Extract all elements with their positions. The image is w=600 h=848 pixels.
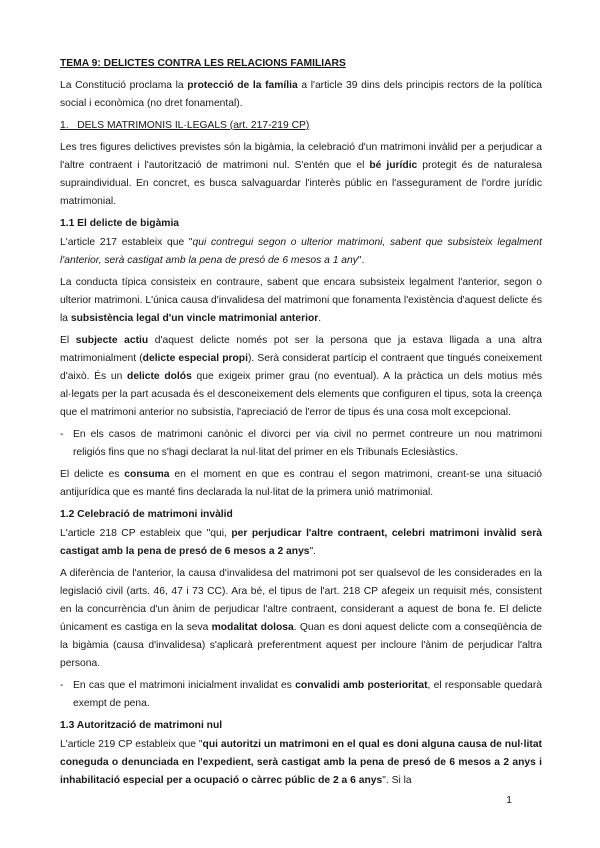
- section-1-heading: 1. DELS MATRIMONIS IL·LEGALS (art. 217-219 CP): [60, 120, 310, 131]
- subsection-1-2-heading: 1.2 Celebració de matrimoni invàlid: [60, 509, 233, 520]
- bullet-dash: -: [60, 680, 64, 691]
- bullet-dash: -: [60, 429, 64, 440]
- bullet-matrimoni-canonic: - En els casos de matrimoni canònic el divorci per via civil no permet contreure un nou matrimoni religiós fins que no s'hagi declarat la nul·litat del primer en els Tribunals Eclesiàstics.: [60, 426, 542, 462]
- intro-paragraph: La Constitució proclama la protecció de la família a l'article 39 dins dels principis rectors de la política social i econòmica (no dret fonamental).: [60, 80, 542, 109]
- paragraph-consumacio: El delicte es consuma en el moment en que es contrau el segon matrimoni, creant-se una situació antijurídica que es manté fins declarada la nul·litat de la primera unió matrimonial.: [60, 469, 542, 498]
- paragraph-article-218: L'article 218 CP estableix que "qui, per perjudicar l'altre contraent, celebri matrimoni invàlid serà castigat amb la pena de presó de 6 mesos a 2 anys".: [60, 528, 542, 557]
- subsection-1-3-heading: 1.3 Autorització de matrimoni nul: [60, 720, 223, 731]
- bullet-convalidacio: - En cas que el matrimoni inicialment invalidat es convalidi amb posterioritat, el responsable quedarà exempt de pena.: [60, 677, 542, 713]
- paragraph-figures: Les tres figures delictives previstes són la bigàmia, la celebració d'un matrimoni invàlid per a perjudicar a l'altre contraent i l'autorització de matrimoni nul. S'entén que el bé jurídic protegit és de naturalesa supraindividual. En concret, es busca salvaguardar l'interès públic en l'assegurament de l'ordre jurídic matrimonial.: [60, 142, 542, 207]
- paragraph-subjecte-actiu: El subjecte actiu d'aquest delicte només pot ser la persona que ja estava lligada a una altra matrimonialment (delicte especial propi). Serà considerat partícip el contraent que tingués coneixement d'això. És un delicte dolós que exigeix primer grau (no eventual). A la pràctica un dels motius més al·legats per la part acusada és el desconeixement dels elements que configuren el tipus, sota la creença que el matrimoni anterior no subsistia, l'apreciació de l'error de tipus és una cosa molt excepcional.: [60, 335, 542, 418]
- document-title: TEMA 9: DELICTES CONTRA LES RELACIONS FAMILIARS: [60, 58, 346, 69]
- paragraph-article-217: L'article 217 estableix que "qui contregui segon o ulterior matrimoni, sabent que subsisteix legalment l'anterior, serà castigat amb la pena de presó de 6 mesos a 1 any".: [60, 237, 542, 266]
- paragraph-diferencia: A diferència de l'anterior, la causa d'invalidesa del matrimoni pot ser qualsevol de les considerades en la legislació civil (arts. 46, 47 i 73 CC). Ara bé, el tipus de l'art. 218 CP afegeix un requisit més, consistent en la concurrència d'un ànim de perjudicar l'altre contraent, considerant a aquest de bona fe. El delicte únicament es castiga en la seva modalitat dolosa. Quan es doni aquest delicte com a conseqüència de la bigàmia (causa d'invalidesa) s'aplicarà preferentment aquest per incloure l'ànim de perjudicar l'altra persona.: [60, 568, 543, 669]
- paragraph-conducta-tipica: La conducta típica consisteix en contraure, sabent que encara subsisteix legalment l'anterior, segon o ulterior matrimoni. L'única causa d'invalidesa del matrimoni que fonamenta l'existència d'aquest delicte és la subsistència legal d'un vincle matrimonial anterior.: [60, 277, 542, 324]
- subsection-1-1-heading: 1.1 El delicte de bigàmia: [60, 218, 180, 229]
- page-number: 1: [506, 795, 512, 806]
- paragraph-article-219: L'article 219 CP estableix que "qui autoritzi un matrimoni en el qual es doni alguna causa de nul·litat coneguda o denunciada en l'expedient, serà castigat amb la pena de presó de 6 mesos a 2 anys i inhabilitació especial per a ocupació o càrrec públic de 2 a 6 anys". Si la: [60, 739, 542, 786]
